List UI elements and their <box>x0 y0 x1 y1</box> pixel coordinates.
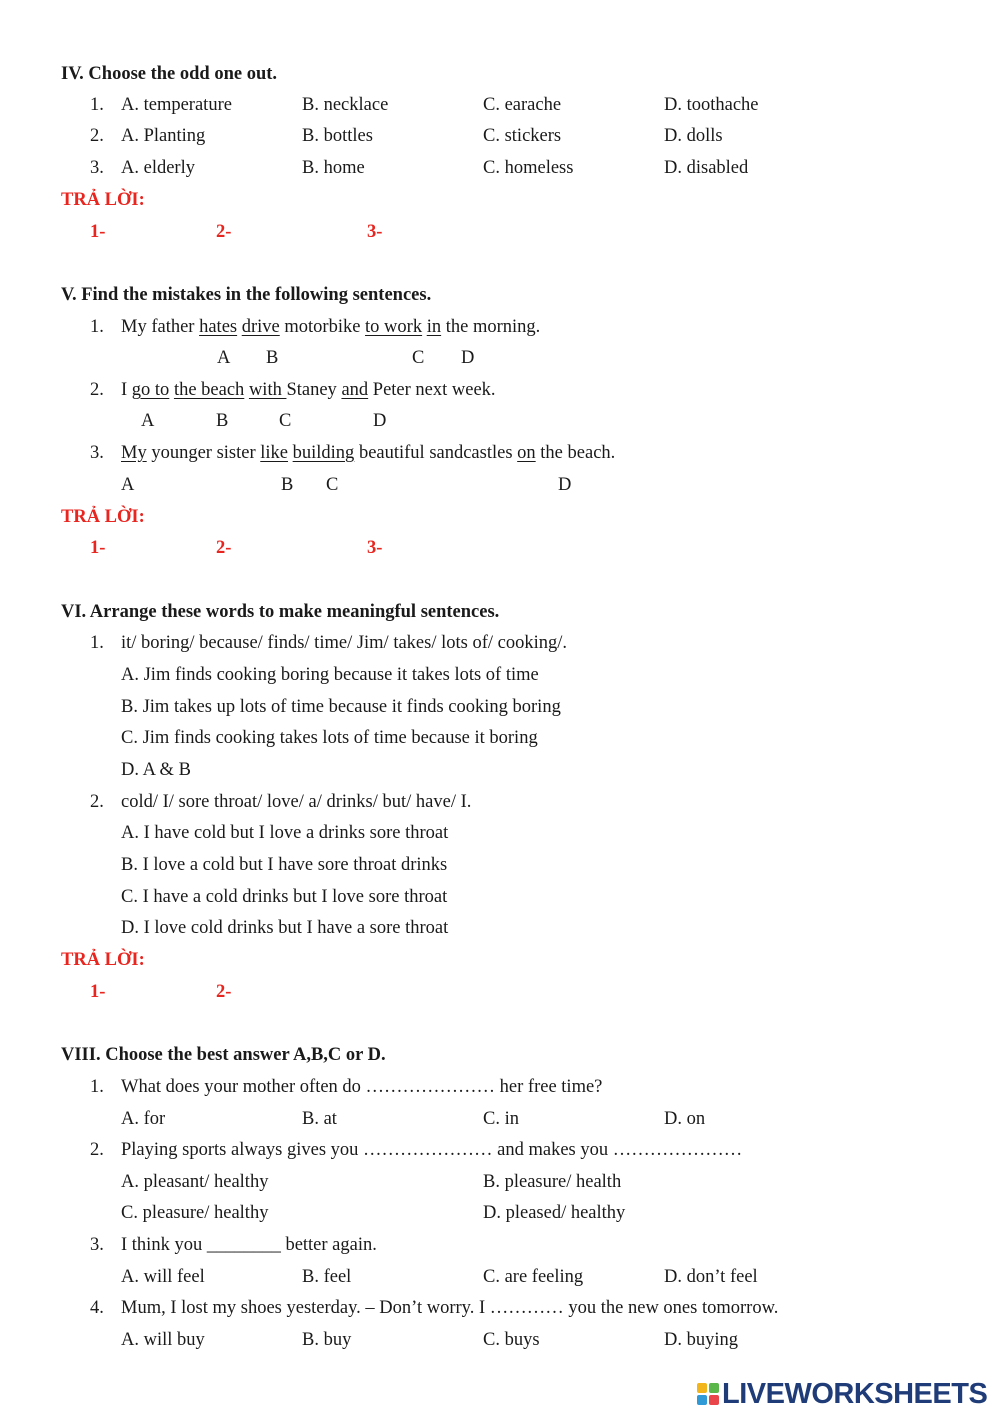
mistake-letter-d: D <box>373 411 387 431</box>
mistake-letter-a: A <box>121 475 135 495</box>
option-b: B. feel <box>302 1267 352 1287</box>
question-number: 3. <box>90 1235 104 1255</box>
option-d: D. A & B <box>121 760 191 780</box>
option-c: C. in <box>483 1109 519 1129</box>
answer-slot-1[interactable]: 1- <box>90 222 106 242</box>
question-text: I think you ________ better again. <box>121 1235 377 1255</box>
section-viii-heading: VIII. Choose the best answer A,B,C or D. <box>61 1045 386 1065</box>
sentence-text: motorbike <box>279 317 366 337</box>
option-c: C. buys <box>483 1330 540 1350</box>
underlined-part-c: to work <box>365 317 423 337</box>
question-number: 2. <box>90 380 104 400</box>
mistake-letter-c: C <box>326 475 339 495</box>
question-text: What does your mother often do ………………… her free time? <box>121 1077 603 1097</box>
question-number: 3. <box>90 158 104 178</box>
question-number: 2. <box>90 1140 104 1160</box>
question-number: 3. <box>90 443 104 463</box>
option-c: C. pleasure/ healthy <box>121 1203 269 1223</box>
answer-slot-3[interactable]: 3- <box>367 222 383 242</box>
word-prompt: it/ boring/ because/ finds/ time/ Jim/ takes/ lots of/ cooking/. <box>121 633 567 653</box>
option-a: A. will buy <box>121 1330 205 1350</box>
question-number: 2. <box>90 126 104 146</box>
underlined-part-c: with <box>248 380 287 400</box>
option-b: B. home <box>302 158 365 178</box>
mistake-letter-c: C <box>279 411 292 431</box>
option-a: A. Jim finds cooking boring because it takes lots of time <box>121 665 539 685</box>
sentence <box>121 318 540 337</box>
question-number: 1. <box>90 95 104 115</box>
mistake-letter-b: B <box>266 348 279 368</box>
option-a: A. elderly <box>121 158 195 178</box>
logo-text: LIVEWORKSHEETS <box>722 1377 988 1410</box>
section-vi-heading: VI. Arrange these words to make meaningful sentences. <box>61 602 500 622</box>
answer-label: TRẢ LỜI: <box>61 950 145 970</box>
mistake-letter-a: A <box>217 348 231 368</box>
option-b: B. pleasure/ health <box>483 1172 622 1192</box>
answer-slot-1[interactable]: 1- <box>90 982 106 1002</box>
option-c: C. homeless <box>483 158 574 178</box>
question-number: 4. <box>90 1298 104 1318</box>
option-a: A. will feel <box>121 1267 205 1287</box>
sentence <box>121 381 496 400</box>
liveworksheets-logo <box>697 1378 987 1410</box>
sentence <box>121 444 615 463</box>
option-a: A. for <box>121 1109 166 1129</box>
option-b: B. I love a cold but I have sore throat drinks <box>121 855 448 875</box>
underlined-part-d: and <box>341 380 369 400</box>
underlined-part-b: the beach <box>173 380 245 400</box>
logo-mark-icon <box>697 1383 719 1405</box>
mistake-letter-a: A <box>141 411 155 431</box>
option-d: D. disabled <box>664 158 749 178</box>
sentence-text: Staney <box>286 380 342 400</box>
question-text: Playing sports always gives you ………………… and makes you ………………… <box>121 1140 743 1160</box>
option-d: D. dolls <box>664 126 723 146</box>
mistake-letter-d: D <box>558 475 572 495</box>
section-v-heading: V. Find the mistakes in the following sentences. <box>61 285 432 305</box>
logo-square-icon <box>709 1383 719 1393</box>
option-a: A. pleasant/ healthy <box>121 1172 269 1192</box>
underlined-part-d: on <box>517 443 536 463</box>
option-d: D. buying <box>664 1330 738 1350</box>
answer-slot-2[interactable]: 2- <box>216 538 232 558</box>
answer-slot-3[interactable]: 3- <box>367 538 383 558</box>
option-d: D. don’t feel <box>664 1267 758 1287</box>
question-text: Mum, I lost my shoes yesterday. – Don’t worry. I ………… you the new ones tomorrow. <box>121 1298 779 1318</box>
option-c: C. I have a cold drinks but I love sore throat <box>121 887 448 907</box>
answer-label: TRẢ LỜI: <box>61 190 145 210</box>
option-b: B. Jim takes up lots of time because it finds cooking boring <box>121 697 561 717</box>
underlined-part-b: like <box>260 443 289 463</box>
logo-square-icon <box>709 1395 719 1405</box>
question-number: 1. <box>90 317 104 337</box>
option-b: B. bottles <box>302 126 373 146</box>
option-a: A. temperature <box>121 95 232 115</box>
answer-slot-1[interactable]: 1- <box>90 538 106 558</box>
underlined-part-b: drive <box>241 317 280 337</box>
underlined-part-c: building <box>292 443 355 463</box>
answer-slot-2[interactable]: 2- <box>216 982 232 1002</box>
option-b: B. at <box>302 1109 337 1129</box>
option-d: D. toothache <box>664 95 759 115</box>
question-number: 1. <box>90 1077 104 1097</box>
mistake-letter-c: C <box>412 348 425 368</box>
logo-square-icon <box>697 1395 707 1405</box>
question-number: 1. <box>90 633 104 653</box>
mistake-letter-b: B <box>216 411 229 431</box>
option-d: D. pleased/ healthy <box>483 1203 626 1223</box>
option-d: D. I love cold drinks but I have a sore throat <box>121 918 449 938</box>
logo-square-icon <box>697 1383 707 1393</box>
underlined-part-a: My <box>121 443 147 463</box>
option-b: B. necklace <box>302 95 389 115</box>
option-a: A. I have cold but I love a drinks sore throat <box>121 823 449 843</box>
sentence-text: I <box>121 380 132 400</box>
answer-label: TRẢ LỜI: <box>61 507 145 527</box>
option-c: C. stickers <box>483 126 562 146</box>
option-c: C. earache <box>483 95 562 115</box>
mistake-letter-b: B <box>281 475 294 495</box>
option-c: C. are feeling <box>483 1267 584 1287</box>
sentence-text: the morning. <box>441 317 541 337</box>
sentence-text: My father <box>121 317 200 337</box>
option-d: D. on <box>664 1109 706 1129</box>
underlined-part-a: hates <box>199 317 238 337</box>
option-c: C. Jim finds cooking takes lots of time because it boring <box>121 728 538 748</box>
answer-slot-2[interactable]: 2- <box>216 222 232 242</box>
option-b: B. buy <box>302 1330 352 1350</box>
underlined-part-a: go to <box>131 380 170 400</box>
mistake-letter-d: D <box>461 348 475 368</box>
sentence-text: beautiful sandcastles <box>354 443 518 463</box>
word-prompt: cold/ I/ sore throat/ love/ a/ drinks/ but/ have/ I. <box>121 792 472 812</box>
option-a: A. Planting <box>121 126 206 146</box>
sentence-text: younger sister <box>146 443 261 463</box>
question-number: 2. <box>90 792 104 812</box>
sentence-text: the beach. <box>535 443 616 463</box>
section-iv-heading: IV. Choose the odd one out. <box>61 64 278 84</box>
underlined-part-d: in <box>426 317 442 337</box>
sentence-text: Peter next week. <box>368 380 496 400</box>
